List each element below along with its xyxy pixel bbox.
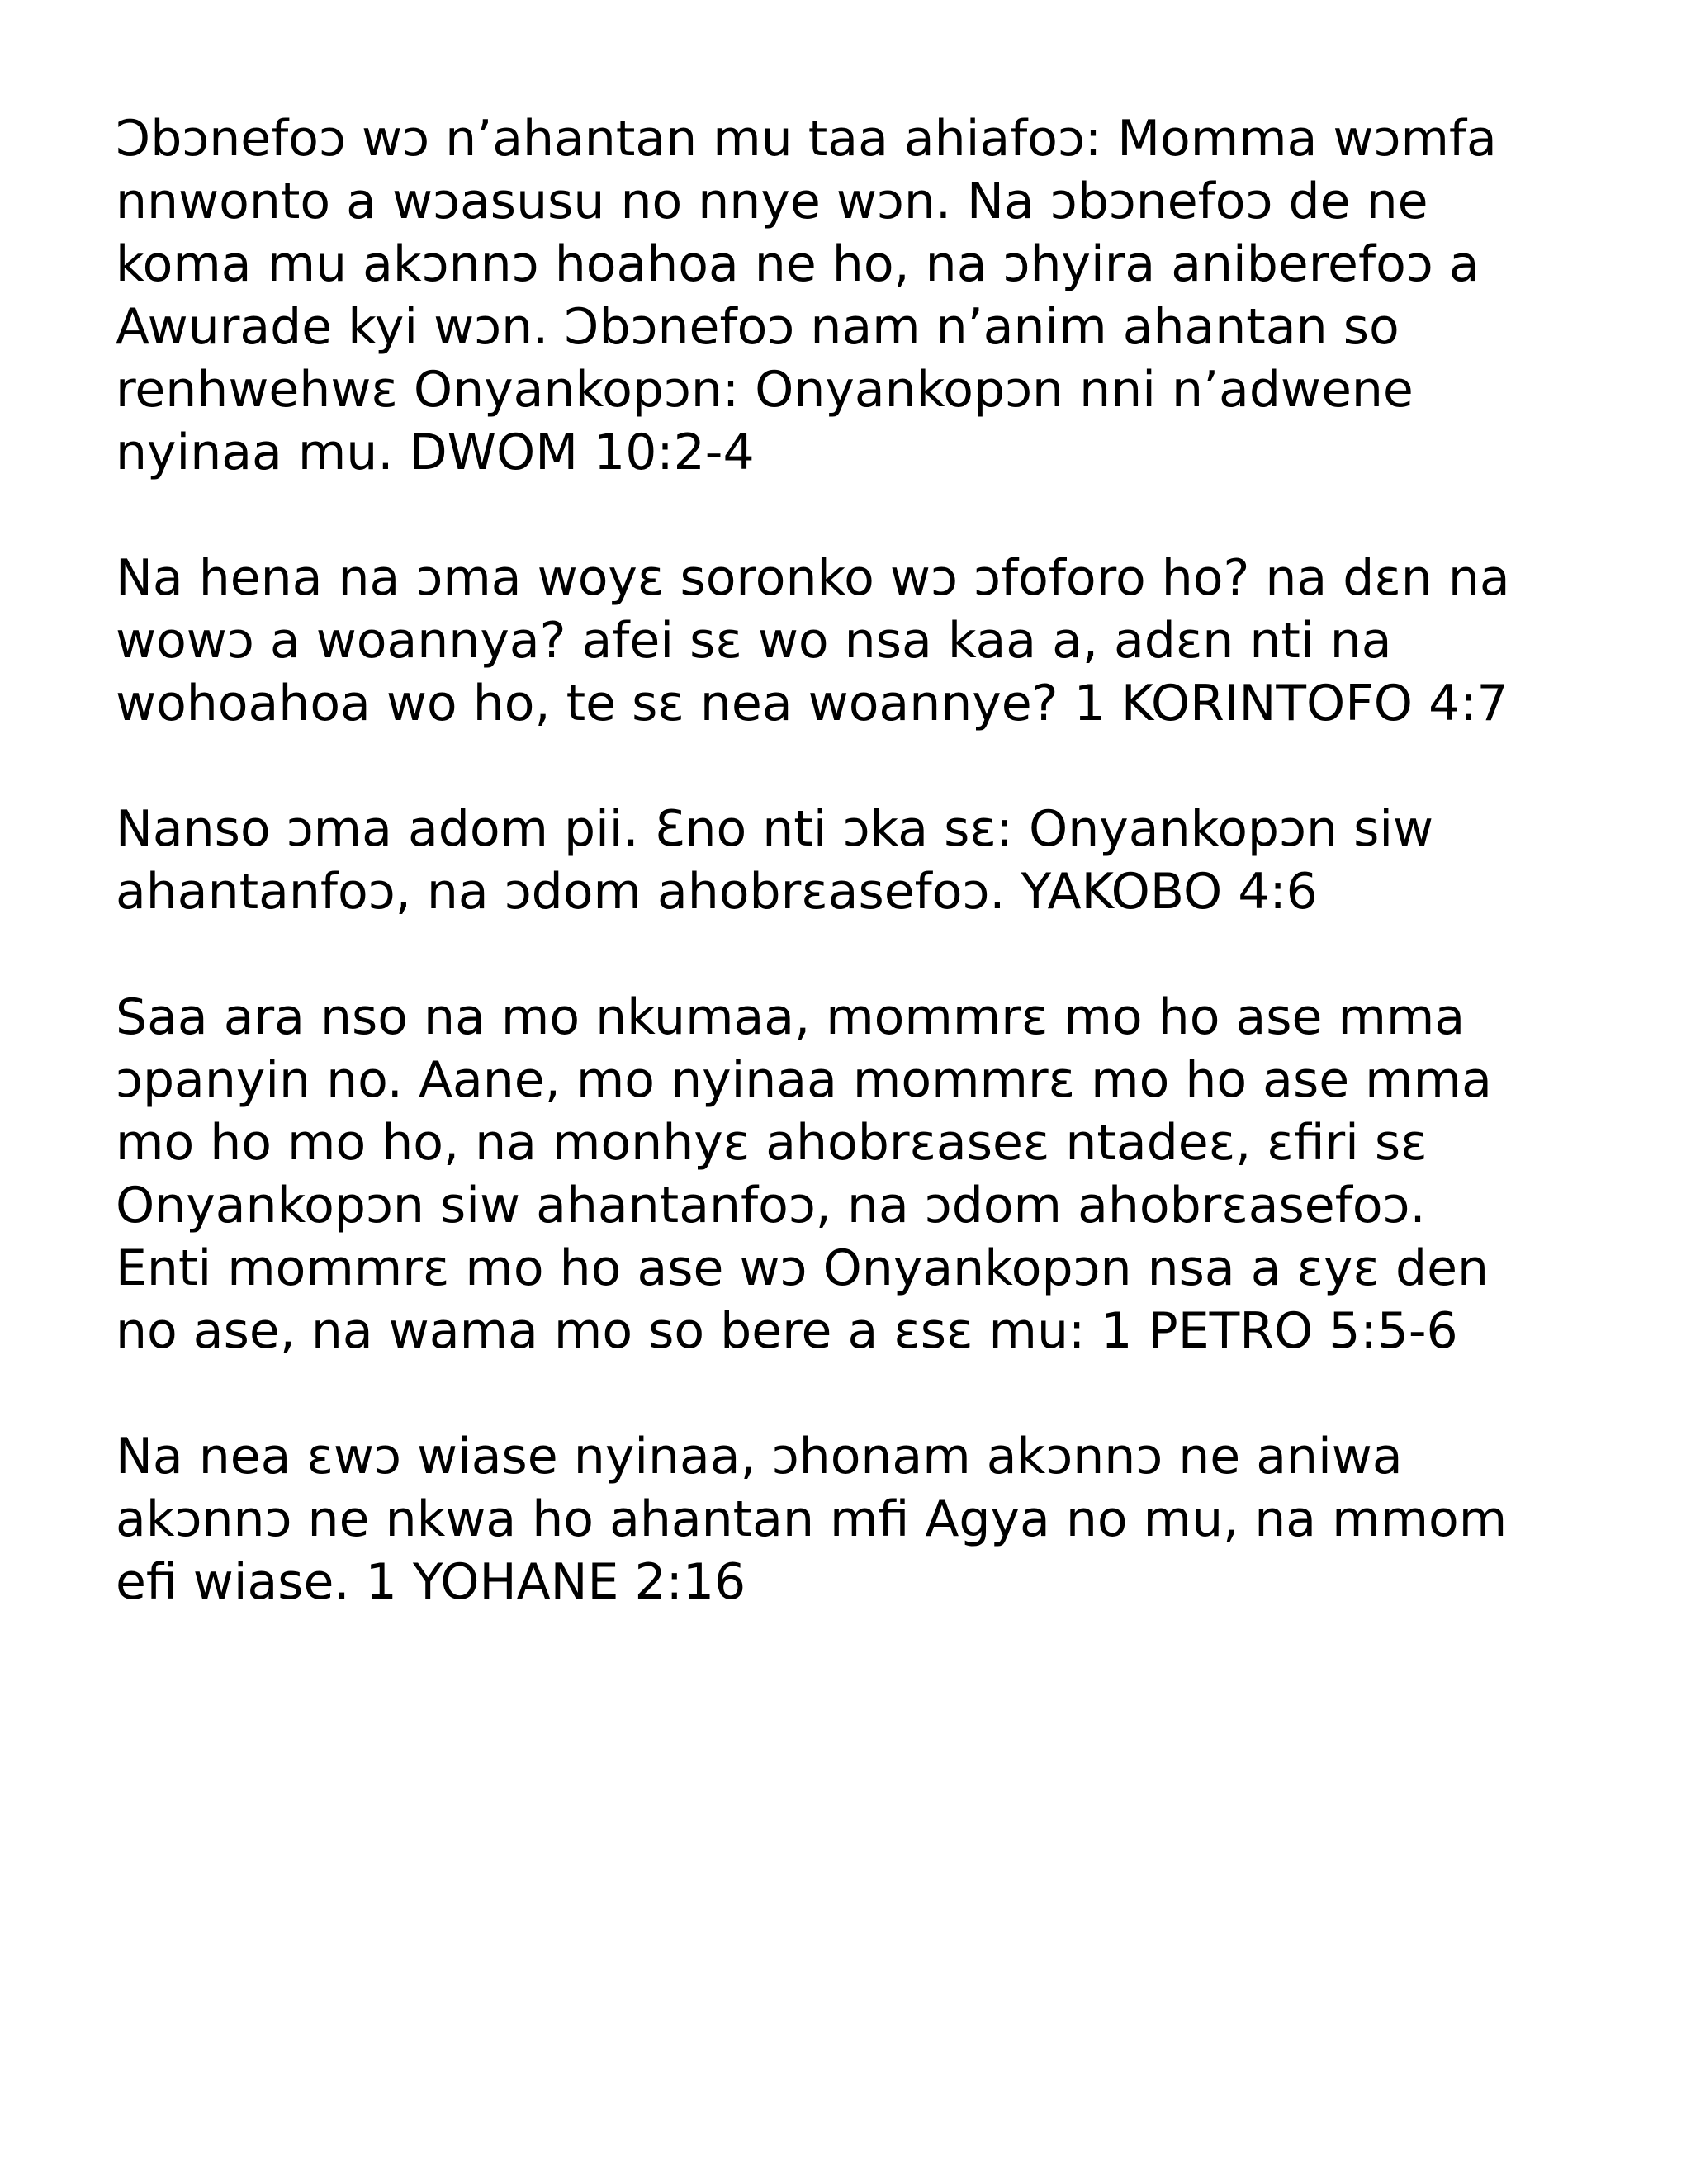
paragraph-dwom: Ɔbɔnefoɔ wɔ n’ahantan mu taa ahiafoɔ: Momma wɔmfa nnwonto a wɔasusu no nnye wɔn. Na ɔbɔnefoɔ de ne koma mu akɔnnɔ hoahoa ne ho, na ɔhyira aniberefoɔ a Awurade kyi wɔn. Ɔbɔnefoɔ nam n’anim ahantan so renhwehwɛ Onyankopɔn: Onyankopɔn nni n’adwene nyinaa mu. DWOM 10:2-4 [116,110,1497,481]
paragraph-korintofo: Na hena na ɔma woyɛ soronko wɔ ɔfoforo ho? na dɛn na wowɔ a woannya? afei sɛ wo nsa kaa a, adɛn nti na wohoahoa wo ho, te sɛ nea woannye? 1 KORINTOFO 4:7 [116,549,1510,732]
paragraph-petro: Saa ara nso na mo nkumaa, mommrɛ mo ho ase mma ɔpanyin no. Aane, mo nyinaa mommrɛ mo ho ase mma mo ho mo ho, na monhyɛ ahobrɛaseɛ ntadeɛ, ɛfiri sɛ Onyankopɔn siw ahantanfoɔ, na ɔdom ahobrɛasefoɔ. Enti mommrɛ mo ho ase wɔ Onyankopɔn nsa a ɛyɛ den no ase, na wama mo so bere a ɛsɛ mu: 1 PETRO 5:5-6 [116,988,1492,1360]
paragraph-yakobo: Nanso ɔma adom pii. Ɛno nti ɔka sɛ: Onyankopɔn siw ahantanfoɔ, na ɔdom ahobrɛasefoɔ. YAKOBO 4:6 [116,800,1434,921]
paragraph-yohane: Na nea ɛwɔ wiase nyinaa, ɔhonam akɔnnɔ ne aniwa akɔnnɔ ne nkwa ho ahantan mfi Agya no mu, na mmom efi wiase. 1 YOHANE 2:16 [116,1428,1508,1611]
document-page [116,107,1618,1676]
